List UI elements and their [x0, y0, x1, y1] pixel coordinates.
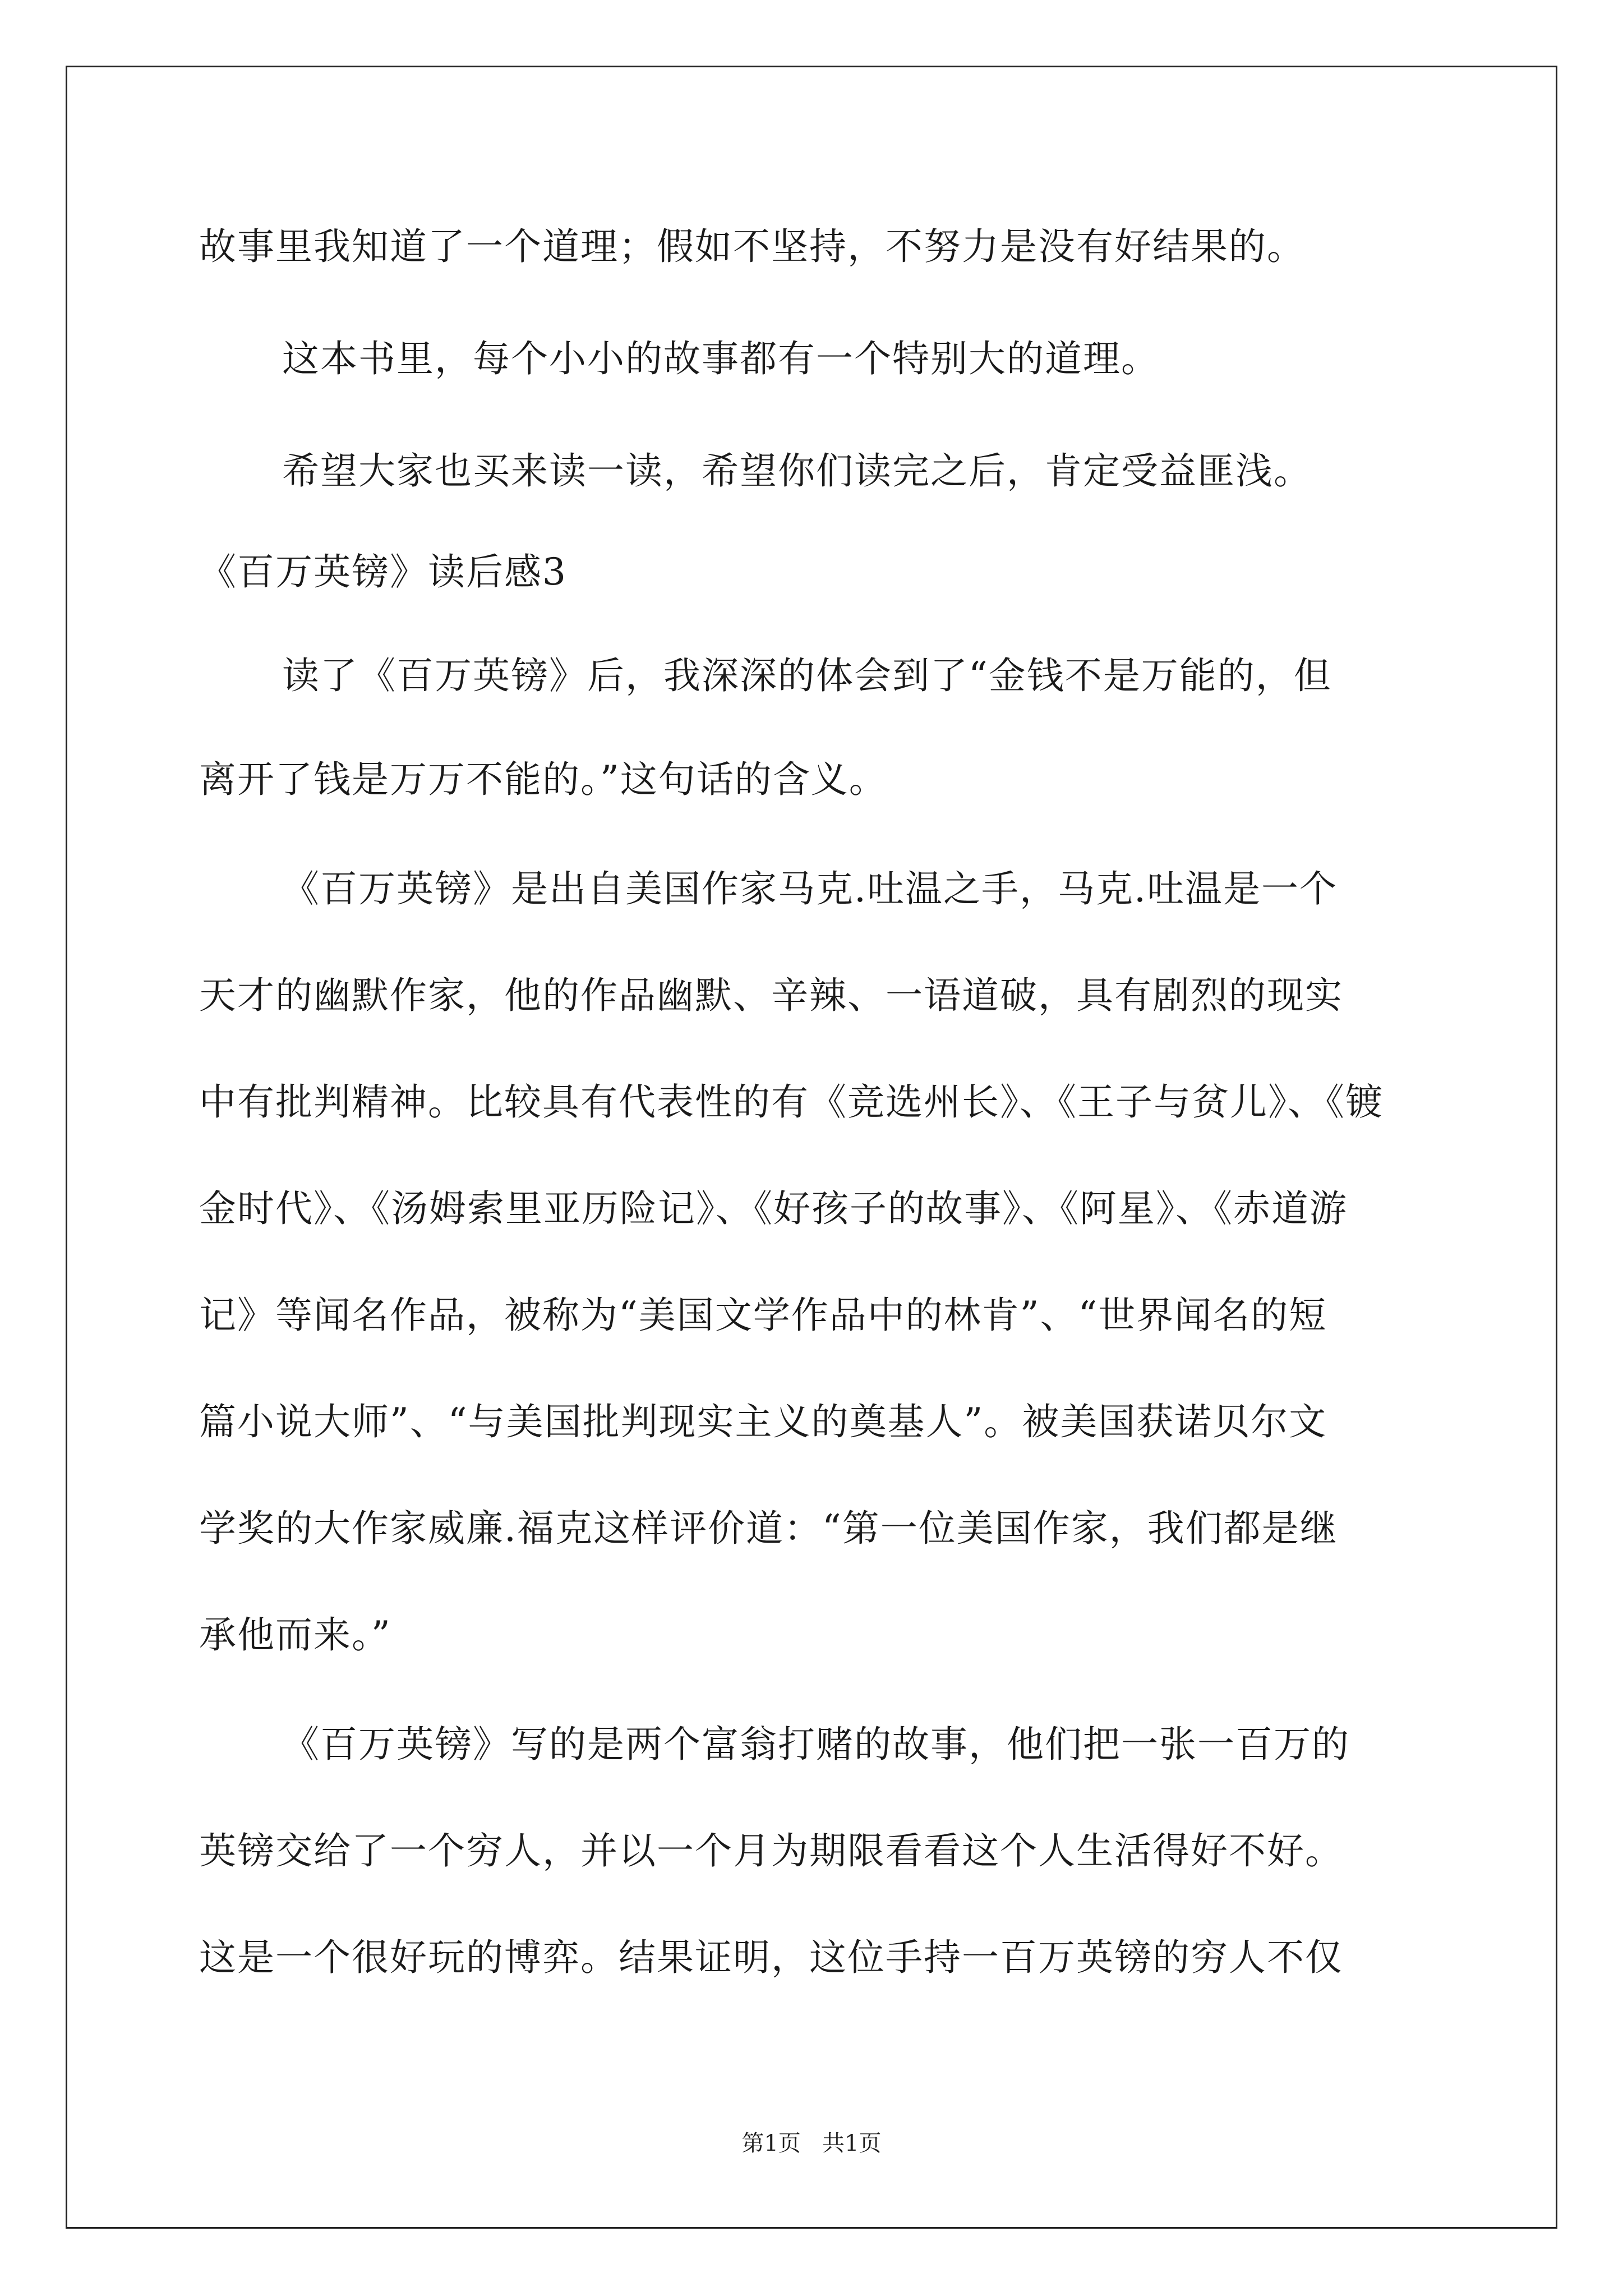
text-line-13: 学奖的大作家威廉.福克这样评价道：“第一位美国作家，我们都是继	[199, 1507, 1338, 1550]
text-line-10: 金时代》、《汤姆索里亚历险记》、《好孩子的故事》、《阿星》、《赤道游	[199, 1187, 1348, 1230]
text-line-7: 《百万英镑》是出自美国作家马克.吐温之手，马克.吐温是一个	[282, 867, 1338, 910]
text-line-15: 《百万英镑》写的是两个富翁打赌的故事，他们把一张一百万的	[282, 1723, 1350, 1766]
page-border	[66, 66, 1557, 2229]
text-line-12: 篇小说大师”、“与美国批判现实主义的奠基人”。被美国获诺贝尔文	[199, 1400, 1327, 1443]
page-number-footer: 第1页 共1页	[741, 2131, 882, 2156]
text-line-3: 希望大家也买来读一读，希望你们读完之后，肯定受益匪浅。	[282, 449, 1312, 493]
section-heading: 《百万英镑》读后感3	[199, 550, 567, 593]
text-line-8: 天才的幽默作家，他的作品幽默、辛辣、一语道破，具有剧烈的现实	[199, 974, 1343, 1017]
text-line-11: 记》等闻名作品，被称为“美国文学作品中的林肯”、“世界闻名的短	[199, 1294, 1327, 1337]
text-line-9: 中有批判精神。比较具有代表性的有《竞选州长》、《王子与贫儿》、《镀	[199, 1080, 1384, 1124]
text-line-17: 这是一个很好玩的博弈。结果证明，这位手持一百万英镑的穷人不仅	[199, 1936, 1343, 1979]
text-line-2: 这本书里，每个小小的故事都有一个特别大的道理。	[282, 337, 1159, 380]
text-line-1: 故事里我知道了一个道理；假如不坚持，不努力是没有好结果的。	[199, 225, 1305, 268]
text-line-14: 承他而来。”	[199, 1613, 391, 1657]
text-line-5: 读了《百万英镑》后，我深深的体会到了“金钱不是万能的，但	[282, 654, 1332, 697]
text-line-6: 离开了钱是万万不能的。”这句话的含义。	[199, 758, 887, 801]
text-line-16: 英镑交给了一个穷人，并以一个月为期限看看这个人生活得好不好。	[199, 1829, 1343, 1872]
